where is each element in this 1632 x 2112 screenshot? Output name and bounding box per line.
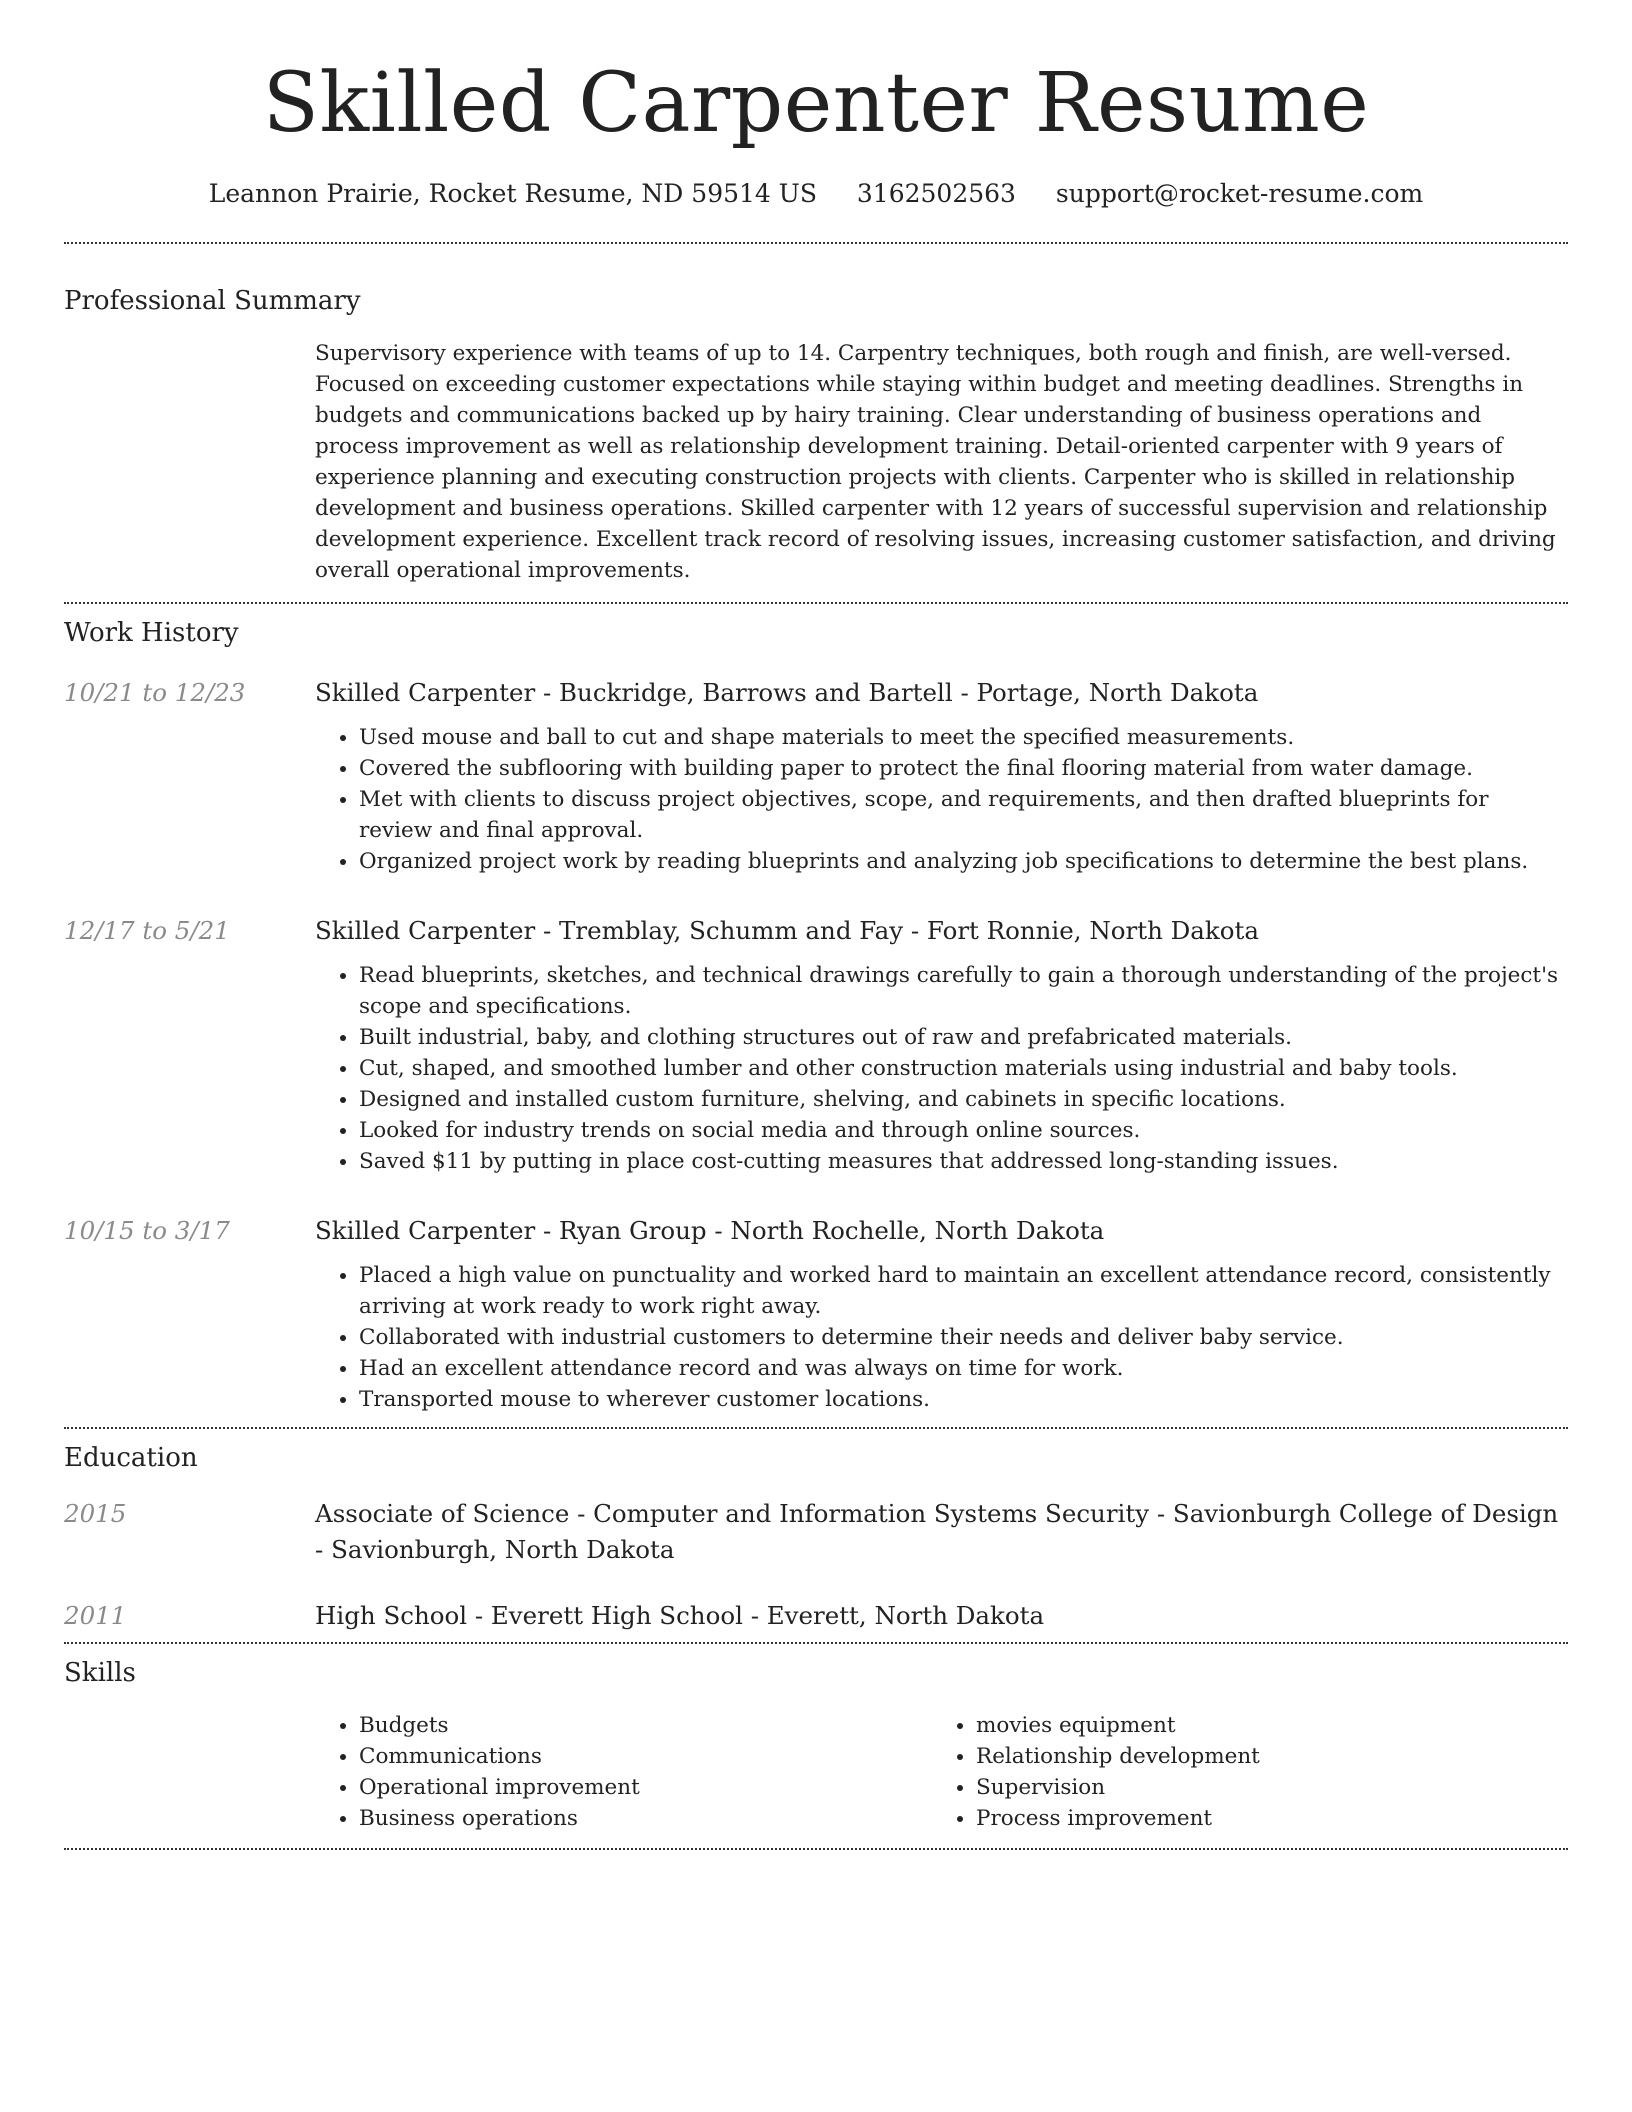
work-entry-body [315, 675, 1568, 877]
contact-phone: 3162502563 [856, 179, 1016, 208]
education-entry-body [315, 1496, 1568, 1568]
bullet-item: • Placed a high value on punctuality and worked hard to maintain an excellent attendance record, consistently arriving at work ready to work right away. [359, 1260, 1568, 1322]
contact-email: support@rocket-resume.com [1055, 179, 1424, 208]
bullet-item: • Saved $11 by putting in place cost-cutting measures that addressed long-standing issues. [359, 1146, 1568, 1177]
skills-columns [315, 1710, 1568, 1834]
bullet-item: • Built industrial, baby, and clothing structures out of raw and prefabricated materials. [359, 1022, 1568, 1053]
bullet-item: • Read blueprints, sketches, and technical drawings carefully to gain a thorough understanding of the project's scope and specifications. [359, 960, 1568, 1022]
skill-item: • Operational improvement [359, 1772, 932, 1803]
bullet-item: • Used mouse and ball to cut and shape materials to meet the specified measurements. [359, 722, 1568, 753]
work-entry-heading: Skilled Carpenter - Ryan Group - North Rochelle, North Dakota [315, 1216, 1105, 1245]
education-entry [64, 1598, 1568, 1634]
bullet-item: • Cut, shaped, and smoothed lumber and other construction materials using industrial and baby tools. [359, 1053, 1568, 1084]
skills-list-right [932, 1710, 1549, 1834]
education-section [64, 1441, 1568, 1642]
section-divider [64, 1427, 1568, 1429]
summary-text: Supervisory experience with teams of up to 14. Carpentry techniques, both rough and finish, are well-versed. Focused on exceeding customer expectations while staying within budget and meeting deadlines. Strengths in budgets and communications backed up by hairy training. Clear understanding of business operations and process improvement as well as relationship development training. Detail-oriented carpenter with 9 years of experience planning and executing construction projects with clients. Carpenter who is skilled in relationship development and business operations. Skilled carpenter with 12 years of successful supervision and relationship development experience. Excellent track record of resolving issues, increasing customer satisfaction, and driving overall operational improvements. [315, 341, 1556, 583]
contact-address: Leannon Prairie, Rocket Resume, ND 59514 US [208, 179, 817, 208]
bullet-item: • Collaborated with industrial customers to determine their needs and deliver baby service. [359, 1322, 1568, 1353]
skill-item: • Relationship development [976, 1741, 1549, 1772]
bullet-item: • Met with clients to discuss project objectives, scope, and requirements, and then drafted blueprints for review and final approval. [359, 784, 1568, 846]
bullet-item: • Transported mouse to wherever customer locations. [359, 1384, 1568, 1415]
work-history-heading: Work History [64, 618, 239, 648]
work-entry-heading: Skilled Carpenter - Tremblay, Schumm and Fay - Fort Ronnie, North Dakota [315, 916, 1259, 945]
education-year: 2015 [64, 1499, 127, 1528]
skills-heading: Skills [64, 1658, 136, 1688]
skill-item: • Supervision [976, 1772, 1549, 1803]
skills-list-left [315, 1710, 932, 1834]
education-entry-heading: High School - Everett High School - Everett, North Dakota [315, 1601, 1045, 1630]
skill-item: • Process improvement [976, 1803, 1549, 1834]
work-entry-body [315, 1213, 1568, 1415]
skill-item: • Business operations [359, 1803, 932, 1834]
section-divider [64, 242, 1568, 244]
education-entry-body [315, 1598, 1568, 1634]
summary-heading: Professional Summary [64, 286, 361, 316]
resume-title: Skilled Carpenter Resume [262, 56, 1370, 151]
summary-section [64, 284, 1568, 586]
section-divider [64, 602, 1568, 604]
skill-item: • Communications [359, 1741, 932, 1772]
work-entry [64, 913, 1568, 1177]
work-entry-body [315, 913, 1568, 1177]
work-entry-dates: 10/21 to 12/23 [64, 678, 246, 707]
work-entry-heading: Skilled Carpenter - Buckridge, Barrows and Bartell - Portage, North Dakota [315, 678, 1259, 707]
skill-item: • movies equipment [976, 1710, 1549, 1741]
skills-section [64, 1656, 1568, 1834]
work-entry-bullets [315, 960, 1568, 1177]
education-entry [64, 1496, 1568, 1568]
work-entry-bullets [315, 1260, 1568, 1415]
education-heading: Education [64, 1443, 198, 1473]
skill-item: • Budgets [359, 1710, 932, 1741]
bullet-item: • Looked for industry trends on social media and through online sources. [359, 1115, 1568, 1146]
work-entry-dates: 10/15 to 3/17 [64, 1216, 230, 1245]
work-entry [64, 1213, 1568, 1415]
work-entry-dates: 12/17 to 5/21 [64, 916, 230, 945]
bullet-item: • Designed and installed custom furniture, shelving, and cabinets in specific locations. [359, 1084, 1568, 1115]
contact-line [64, 178, 1568, 210]
work-history-section [64, 616, 1568, 1427]
work-entry-bullets [315, 722, 1568, 877]
bullet-item: • Covered the subflooring with building paper to protect the final flooring material from water damage. [359, 753, 1568, 784]
bullet-item: • Had an excellent attendance record and was always on time for work. [359, 1353, 1568, 1384]
education-entry-heading: Associate of Science - Computer and Information Systems Security - Savionburgh College of Design - Savionburgh, North Dakota [315, 1499, 1559, 1564]
bullet-item: • Organized project work by reading blueprints and analyzing job specifications to determine the best plans. [359, 846, 1568, 877]
section-divider [64, 1642, 1568, 1644]
education-year: 2011 [64, 1601, 127, 1630]
section-divider [64, 1848, 1568, 1850]
work-entry [64, 675, 1568, 877]
